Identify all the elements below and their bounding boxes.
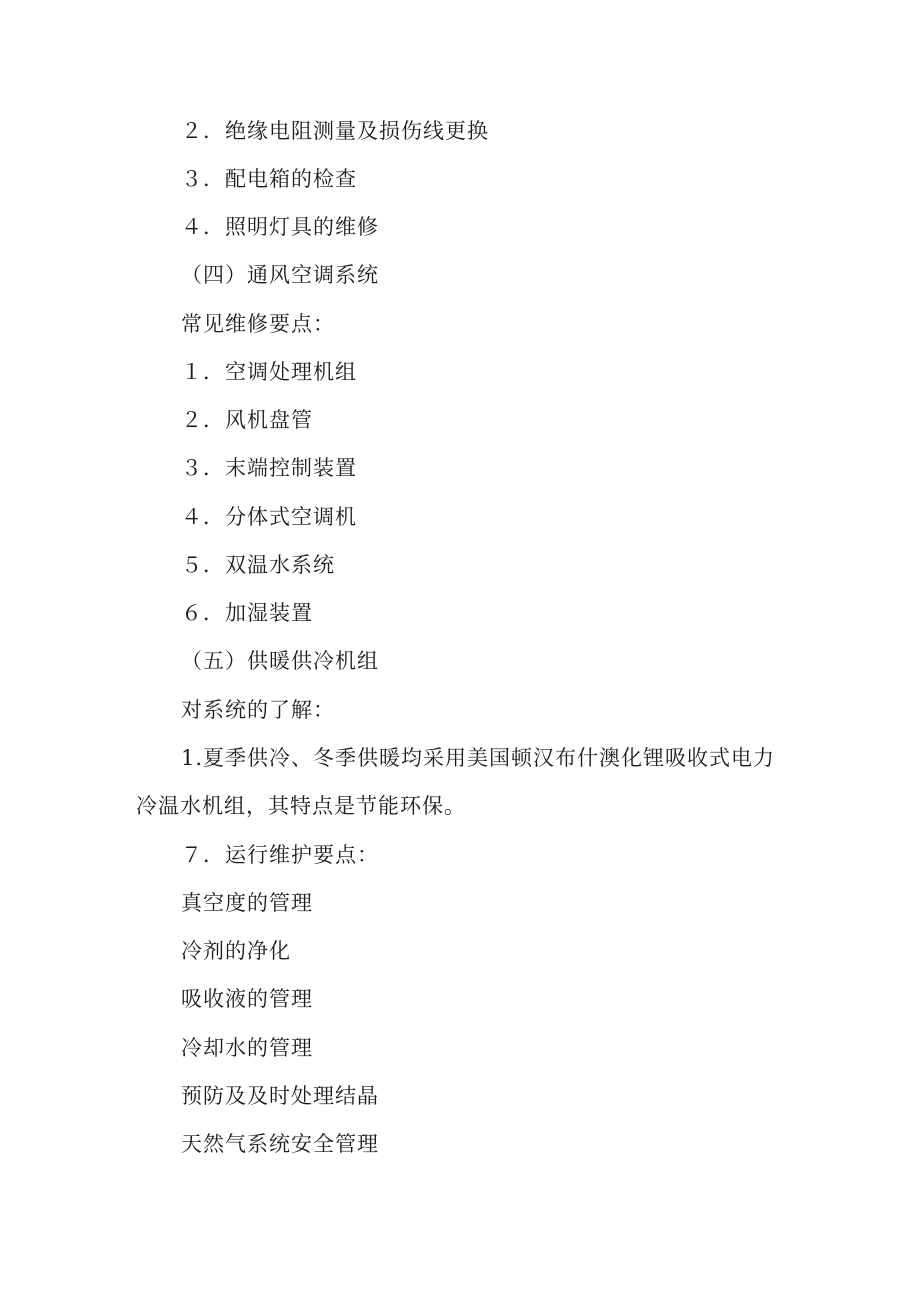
paragraph-vacuum-management: 真空度的管理 xyxy=(181,891,313,915)
paragraph-system-understanding: 对系统的了解： xyxy=(181,698,335,722)
list-item-distribution-box: ３．配电箱的检查 xyxy=(181,167,357,191)
section-heading-hvac: （四）通风空调系统 xyxy=(181,263,379,287)
paragraph-refrigerant-purification: 冷剂的净化 xyxy=(181,939,291,963)
paragraph-chiller-description: 1.夏季供冷、冬季供暖均采用美国顿汉布什澳化锂吸收式电力 xyxy=(181,746,776,770)
list-item-humidifier: ６．加湿装置 xyxy=(181,601,313,625)
list-item-lighting-repair: ４．照明灯具的维修 xyxy=(181,215,379,239)
list-item-operation-points: ７．运行维护要点： xyxy=(181,843,379,867)
paragraph-chiller-description-cont: 冷温水机组，其特点是节能环保。 xyxy=(136,794,466,818)
paragraph-absorbent-management: 吸收液的管理 xyxy=(181,987,313,1011)
list-item-air-handling-unit: １．空调处理机组 xyxy=(181,360,357,384)
list-item-terminal-control: ３．末端控制装置 xyxy=(181,456,357,480)
paragraph-cooling-water-management: 冷却水的管理 xyxy=(181,1036,313,1060)
list-item-split-ac: ４．分体式空调机 xyxy=(181,505,357,529)
paragraph-gas-safety: 天然气系统安全管理 xyxy=(181,1132,379,1156)
list-item-insulation-resistance: ２．绝缘电阻测量及损伤线更换 xyxy=(181,119,489,143)
list-item-dual-temp-water: ５．双温水系统 xyxy=(181,553,335,577)
list-item-fan-coil: ２．风机盘管 xyxy=(181,408,313,432)
paragraph-maintenance-points: 常见维修要点： xyxy=(181,312,335,336)
section-heading-heating-cooling: （五）供暖供冷机组 xyxy=(181,649,379,673)
paragraph-crystallization-handling: 预防及及时处理结晶 xyxy=(181,1084,379,1108)
